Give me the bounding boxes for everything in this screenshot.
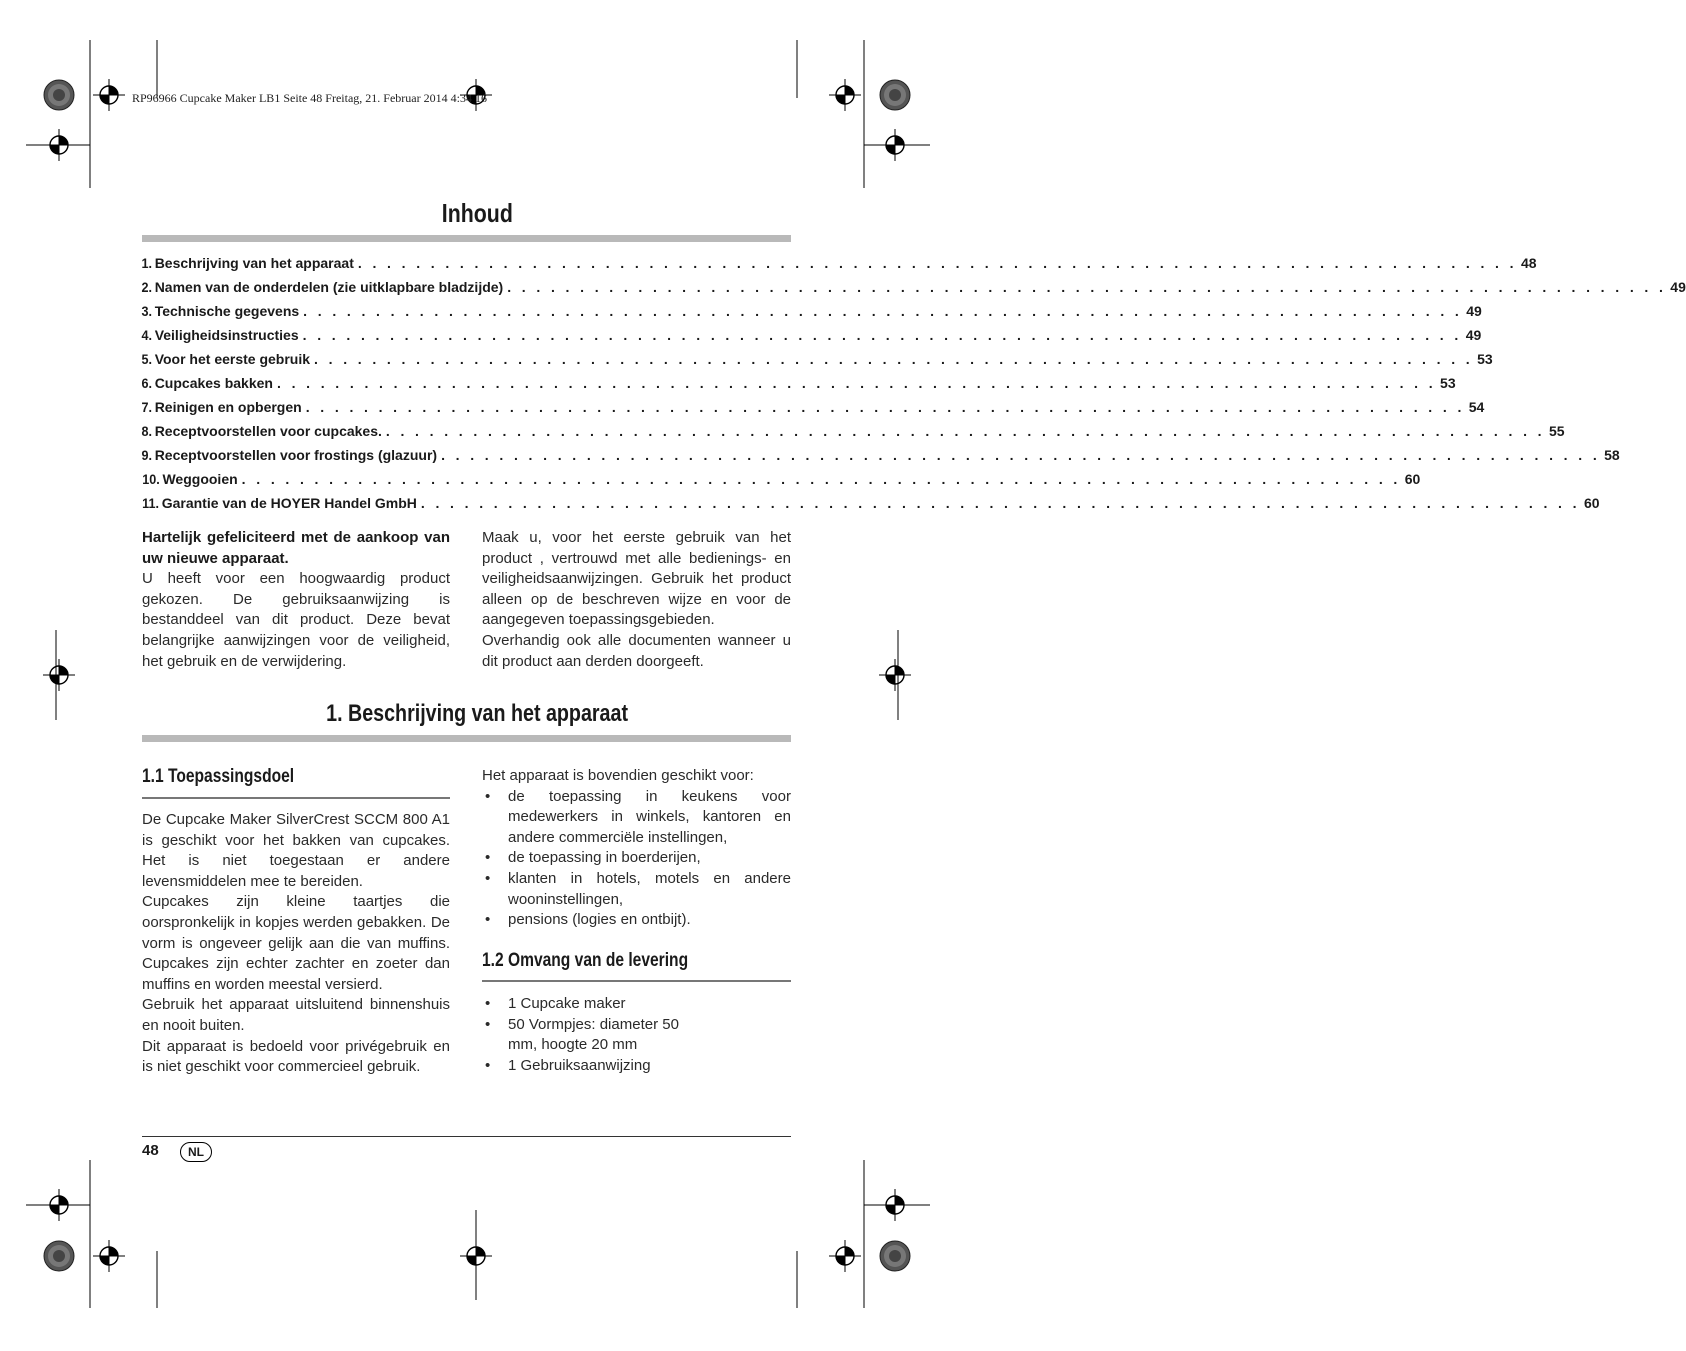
intro-lead: Hartelijk gefeliciteerd met de aankoop van uw nieuwe apparaat. [142,529,450,567]
toc-page: 49 [1465,327,1482,343]
toc-leader: . . . . . . . . . . . . . . . . . . . . . . . . . . . . . . . . . . . . . . . . . . . . . . . . . . . . . . . . . . . . . . . . . . . . . . . . . . . . . . . . [420,495,1580,511]
toc-number: 10. [142,471,160,487]
paragraph: Gebruik het apparaat uitsluitend binnenshuis en nooit buiten. [142,996,450,1034]
purpose-text [142,810,450,1078]
language-badge: NL [180,1142,212,1162]
intro-right [482,528,791,672]
subsection-rule [142,797,450,799]
toc-number: 1. [141,255,152,271]
toc-entry [140,279,1686,303]
toc-entry [140,255,1537,279]
toc-title: Receptvoorstellen voor cupcakes. [154,423,382,439]
toc-leader: . . . . . . . . . . . . . . . . . . . . . . . . . . . . . . . . . . . . . . . . . . . . . . . . . . . . . . . . . . . . . . . . . . . . . . . . . . . . . . . . [241,471,1401,487]
toc-page: 60 [1404,471,1421,487]
toc-page: 58 [1604,447,1620,463]
toc-title: Receptvoorstellen voor frostings (glazuur) [154,447,438,463]
intro-paragraph: Maak u, voor het eerste gebruik van het product , vertrouwd met alle bedienings- en veiligheidsaanwijzingen. Gebruik het product alleen op de beschreven wijze en voor de aangegeven toepassingsgebieden. [482,529,791,629]
paragraph: Dit apparaat is bedoeld voor privégebruik en is niet geschikt voor commercieel gebruik. [142,1037,450,1076]
toc-number: 6. [141,375,152,391]
list-item: • pensions (logies en ontbijt). [482,910,791,931]
toc-title: Beschrijving van het apparaat [154,255,354,271]
toc-title: Technische gegevens [154,303,300,319]
toc-leader: . . . . . . . . . . . . . . . . . . . . . . . . . . . . . . . . . . . . . . . . . . . . . . . . . . . . . . . . . . . . . . . . . . . . . . . . . . . . . . . . [441,447,1601,463]
section-rule [142,735,791,742]
toc-number: 11. [142,495,160,511]
toc-leader: . . . . . . . . . . . . . . . . . . . . . . . . . . . . . . . . . . . . . . . . . . . . . . . . . . . . . . . . . . . . . . . . . . . . . . . . . . . . . . . . [314,351,1474,367]
toc-page: 60 [1583,495,1600,511]
toc-leader: . . . . . . . . . . . . . . . . . . . . . . . . . . . . . . . . . . . . . . . . . . . . . . . . . . . . . . . . . . . . . . . . . . . . . . . . . . . . . . . . [507,279,1667,295]
intro-paragraph: Overhandig ook alle documenten wanneer u dit product aan derden doorgeeft. [482,631,791,670]
toc-page: 53 [1477,351,1493,367]
delivery-block [482,994,791,1076]
list-item: • 1 Cupcake maker [482,994,791,1015]
suitable-list [482,787,791,931]
toc-title: Garantie van de HOYER Handel GmbH [161,495,417,511]
toc-title: Namen van de onderdelen (zie uitklapbare bladzijde) [154,279,504,295]
list-item: • de toepassing in boerderijen, [482,848,791,869]
toc-page: 49 [1466,303,1482,319]
toc-page: 55 [1548,423,1565,439]
toc-number: 9. [141,447,152,463]
page-title: Inhoud [441,198,513,228]
toc-title: Voor het eerste gebruik [154,351,311,367]
toc-entry [140,327,1482,351]
subsection-title: 1.2 Omvang van de levering [482,950,689,971]
toc-number: 7. [141,399,152,415]
toc-number: 8. [141,423,152,439]
toc-entry [140,495,1600,519]
subsection-rule [482,980,791,982]
list-item: • 50 Vormpjes: diameter 50 mm, hoogte 20 mm [482,1015,708,1056]
toc-page: 48 [1520,255,1537,271]
page-number: 48 [142,1142,159,1159]
toc-page: 49 [1670,279,1686,295]
paragraph: De Cupcake Maker SilverCrest SCCM 800 A1 is geschikt voor het bakken van cupcakes. Het is niet toegestaan er andere levensmiddelen mee te bereiden. [142,811,450,890]
toc-entry [140,351,1493,375]
toc-leader: . . . . . . . . . . . . . . . . . . . . . . . . . . . . . . . . . . . . . . . . . . . . . . . . . . . . . . . . . . . . . . . . . . . . . . . . . . . . . . . . [357,255,1517,271]
toc-entry [140,375,1456,399]
toc-leader: . . . . . . . . . . . . . . . . . . . . . . . . . . . . . . . . . . . . . . . . . . . . . . . . . . . . . . . . . . . . . . . . . . . . . . . . . . . . . . . . [305,399,1465,415]
intro-left [142,528,450,672]
toc-number: 4. [141,327,152,343]
title-rule [142,235,791,242]
toc-title: Weggooien [162,471,238,487]
toc-entry [140,303,1482,327]
list-item: • 1 Gebruiksaanwijzing [482,1056,791,1077]
list-item: • de toepassing in keukens voor medewerkers in winkels, kantoren en andere commerciële instellingen, [482,787,791,849]
toc-leader: . . . . . . . . . . . . . . . . . . . . . . . . . . . . . . . . . . . . . . . . . . . . . . . . . . . . . . . . . . . . . . . . . . . . . . . . . . . . . . . . [385,423,1545,439]
toc-leader: . . . . . . . . . . . . . . . . . . . . . . . . . . . . . . . . . . . . . . . . . . . . . . . . . . . . . . . . . . . . . . . . . . . . . . . . . . . . . . . . [303,303,1463,319]
toc-number: 3. [141,303,152,319]
toc-page: 54 [1468,399,1485,415]
toc-entry [140,471,1421,495]
print-header: RP96966 Cupcake Maker LB1 Seite 48 Freitag, 21. Februar 2014 4:34 16 [132,91,487,105]
toc-leader: . . . . . . . . . . . . . . . . . . . . . . . . . . . . . . . . . . . . . . . . . . . . . . . . . . . . . . . . . . . . . . . . . . . . . . . . . . . . . . . . [276,375,1437,391]
toc-number: 2. [141,279,152,295]
list-item: • klanten in hotels, motels en andere wooninstellingen, [482,869,791,910]
toc-leader: . . . . . . . . . . . . . . . . . . . . . . . . . . . . . . . . . . . . . . . . . . . . . . . . . . . . . . . . . . . . . . . . . . . . . . . . . . . . . . . . [302,327,1462,343]
intro-text: U heeft voor een hoogwaardig product gekozen. De gebruiksaanwijzing is bestanddeel van dit product. Deze bevat belangrijke aanwijzingen voor de veiligheid, het gebruik en de verwijdering. [142,570,450,670]
toc-title: Veiligheidsinstructies [154,327,299,343]
suitable-intro: Het apparaat is bovendien geschikt voor: [482,767,754,784]
toc-page: 53 [1440,375,1456,391]
toc-entry [140,423,1565,447]
section-title: 1. Beschrijving van het apparaat [326,700,628,727]
footer-rule [142,1136,791,1137]
subsection-title: 1.1 Toepassingsdoel [142,766,295,787]
delivery-list [482,994,791,1076]
suitable-block [482,766,791,931]
toc-title: Cupcakes bakken [154,375,273,391]
toc-entry [140,399,1485,423]
toc-entry [140,447,1620,471]
paragraph: Cupcakes zijn kleine taartjes die oorspronkelijk in kopjes werden gebakken. De vorm is ongeveer gelijk aan die van muffins. Cupcakes zijn echter zachter en zoeter dan muffins en worden meestal versierd. [142,893,450,993]
toc-title: Reinigen en opbergen [154,399,302,415]
toc-number: 5. [141,351,152,367]
